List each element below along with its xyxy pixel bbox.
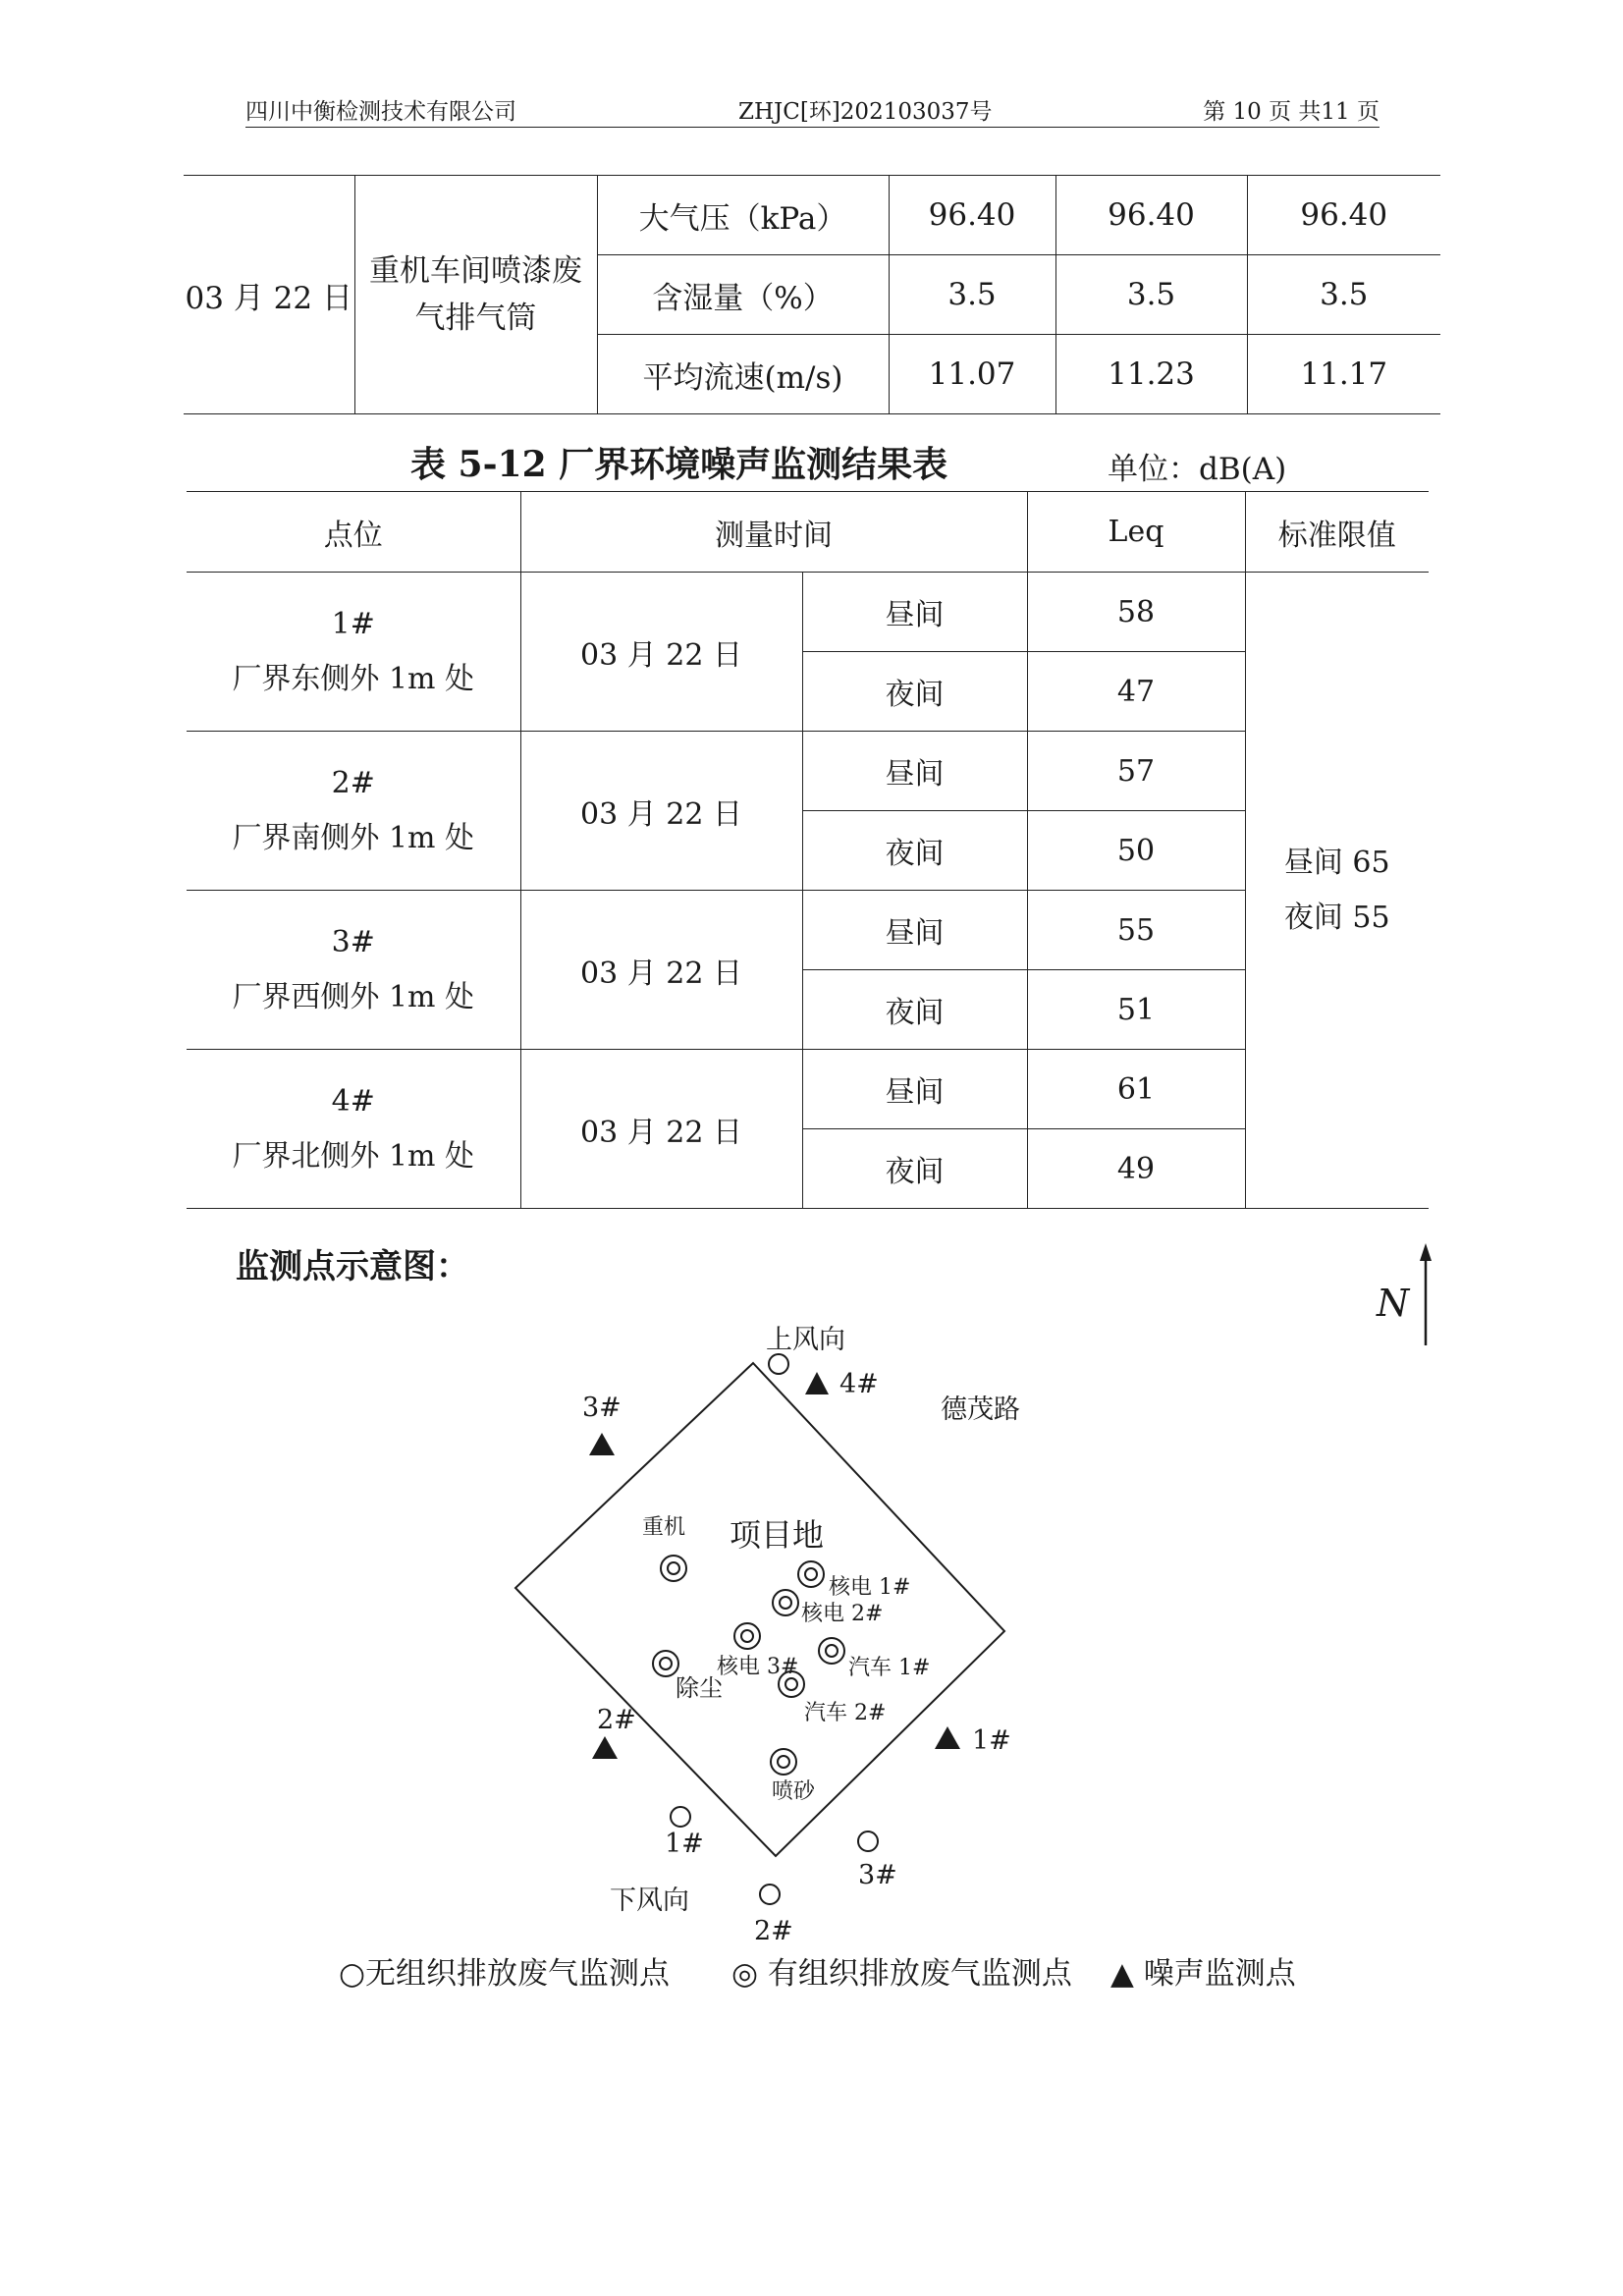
period-cell: 夜间 (802, 652, 1027, 732)
period-cell: 昼间 (802, 732, 1027, 811)
noise-point-4 (805, 1369, 879, 1399)
fugitive-point-1 (665, 1807, 704, 1859)
leq-cell: 50 (1027, 811, 1245, 891)
double-circle-icon (653, 1651, 678, 1676)
point-location: 厂界西侧外 1m 处 (232, 979, 475, 1014)
double-circle-icon (773, 1590, 798, 1615)
circle-icon (760, 1885, 780, 1904)
source-name: 重机车间喷漆废气排气筒 (369, 253, 582, 336)
point-id: 3# (331, 924, 375, 959)
header-leq: Leq (1027, 492, 1245, 573)
param-cell: 大气压（kPa） (597, 176, 889, 255)
organized-point-hedian-3 (717, 1623, 798, 1679)
noise-table-unit: 单位：dB(A) (1108, 452, 1287, 487)
noise-point-3 (582, 1393, 622, 1455)
fugitive-point-label: 2# (754, 1916, 793, 1946)
north-arrow-icon (1420, 1243, 1432, 1345)
diagram-title: 监测点示意图： (236, 1247, 469, 1286)
organized-point-label: 喷砂 (772, 1779, 816, 1804)
value-cell: 11.17 (1247, 335, 1440, 414)
downwind-label: 下风向 (610, 1886, 689, 1916)
upwind-label: 上风向 (766, 1325, 845, 1355)
organized-point-penxi (771, 1749, 816, 1804)
leq-cell: 58 (1027, 573, 1245, 652)
date-cell: 03 月 22 日 (184, 176, 354, 414)
page-number: 第 10 页 共11 页 (1203, 99, 1380, 125)
noise-point-label: 4# (839, 1369, 879, 1399)
period-cell: 昼间 (802, 573, 1027, 652)
period-cell: 昼间 (802, 891, 1027, 970)
leq-cell: 47 (1027, 652, 1245, 732)
site-label: 项目地 (730, 1516, 825, 1554)
organized-point-label: 核电 2# (801, 1602, 884, 1626)
organized-point-zhongji (642, 1515, 686, 1581)
param-cell: 含湿量（%） (597, 255, 889, 335)
legend-noise: ▲ 噪声监测点 (1110, 1956, 1296, 1992)
fugitive-point-2 (754, 1885, 793, 1946)
organized-point-label: 除尘 (676, 1674, 723, 1702)
standard-night: 夜间 55 (1283, 900, 1390, 935)
header-time: 测量时间 (520, 492, 1027, 573)
value-cell: 96.40 (1055, 176, 1247, 255)
leq-cell: 51 (1027, 970, 1245, 1050)
organized-point-label: 汽车 1# (848, 1656, 931, 1680)
leq-cell: 61 (1027, 1050, 1245, 1129)
legend-fugitive: ○无组织排放废气监测点 (339, 1956, 671, 1992)
upwind-circle-icon (769, 1354, 788, 1374)
organized-point-label: 核电 1# (829, 1575, 911, 1600)
point-id: 2# (331, 765, 375, 800)
report-number: ZHJC[环]202103037号 (738, 99, 993, 125)
organized-point-qiche-1 (819, 1638, 930, 1680)
leq-cell: 57 (1027, 732, 1245, 811)
period-cell: 昼间 (802, 1050, 1027, 1129)
value-cell: 3.5 (1247, 255, 1440, 335)
noise-point-label: 1# (972, 1725, 1011, 1756)
noise-point-2 (592, 1705, 636, 1759)
double-circle-icon (734, 1623, 760, 1649)
period-cell: 夜间 (802, 970, 1027, 1050)
header-point: 点位 (187, 492, 520, 573)
double-circle-icon (798, 1561, 824, 1587)
organized-point-label: 重机 (642, 1515, 686, 1540)
triangle-icon (589, 1433, 615, 1455)
leq-cell: 49 (1027, 1129, 1245, 1209)
header-standard: 标准限值 (1245, 492, 1429, 573)
date-cell: 03 月 22 日 (520, 891, 802, 1050)
double-circle-icon (771, 1749, 796, 1775)
noise-point-label: 2# (597, 1705, 636, 1735)
noise-point-1 (935, 1725, 1011, 1756)
organized-point-label: 核电 3# (717, 1655, 799, 1679)
fugitive-point-label: 3# (858, 1860, 897, 1890)
organized-point-hedian-1 (798, 1561, 910, 1600)
point-location: 厂界东侧外 1m 处 (232, 661, 475, 696)
diagram-legend (339, 1956, 1297, 1992)
leq-cell: 55 (1027, 891, 1245, 970)
value-cell: 96.40 (1247, 176, 1440, 255)
fugitive-point-3 (858, 1831, 897, 1890)
standard-day: 昼间 65 (1283, 845, 1390, 880)
north-label: N (1377, 1282, 1410, 1325)
company-name: 四川中衡检测技术有限公司 (245, 99, 516, 125)
param-cell: 平均流速(m/s) (597, 335, 889, 414)
triangle-icon (592, 1736, 618, 1759)
period-cell: 夜间 (802, 1129, 1027, 1209)
road-label: 德茂路 (941, 1394, 1020, 1425)
period-cell: 夜间 (802, 811, 1027, 891)
point-location: 厂界北侧外 1m 处 (232, 1138, 475, 1174)
value-cell: 11.23 (1055, 335, 1247, 414)
organized-point-chuchen (653, 1651, 723, 1702)
site-boundary (515, 1363, 1004, 1856)
value-cell: 3.5 (1055, 255, 1247, 335)
noise-point-label: 3# (582, 1393, 622, 1423)
circle-icon (858, 1831, 878, 1851)
value-cell: 96.40 (889, 176, 1055, 255)
value-cell: 11.07 (889, 335, 1055, 414)
point-location: 厂界南侧外 1m 处 (232, 820, 475, 855)
point-id: 4# (331, 1083, 375, 1119)
date-cell: 03 月 22 日 (520, 1050, 802, 1209)
point-id: 1# (331, 606, 375, 641)
circle-icon (671, 1807, 690, 1827)
triangle-icon (935, 1726, 960, 1749)
fugitive-point-label: 1# (665, 1829, 704, 1859)
triangle-icon (805, 1372, 829, 1394)
double-circle-icon (661, 1556, 686, 1581)
double-circle-icon (819, 1638, 844, 1664)
noise-table-caption: 表 5-12 厂界环境噪声监测结果表 (410, 444, 948, 485)
organized-point-label: 汽车 2# (804, 1701, 887, 1725)
date-cell: 03 月 22 日 (520, 573, 802, 732)
date-cell: 03 月 22 日 (520, 732, 802, 891)
value-cell: 3.5 (889, 255, 1055, 335)
legend-organized: ◎ 有组织排放废气监测点 (731, 1956, 1072, 1992)
